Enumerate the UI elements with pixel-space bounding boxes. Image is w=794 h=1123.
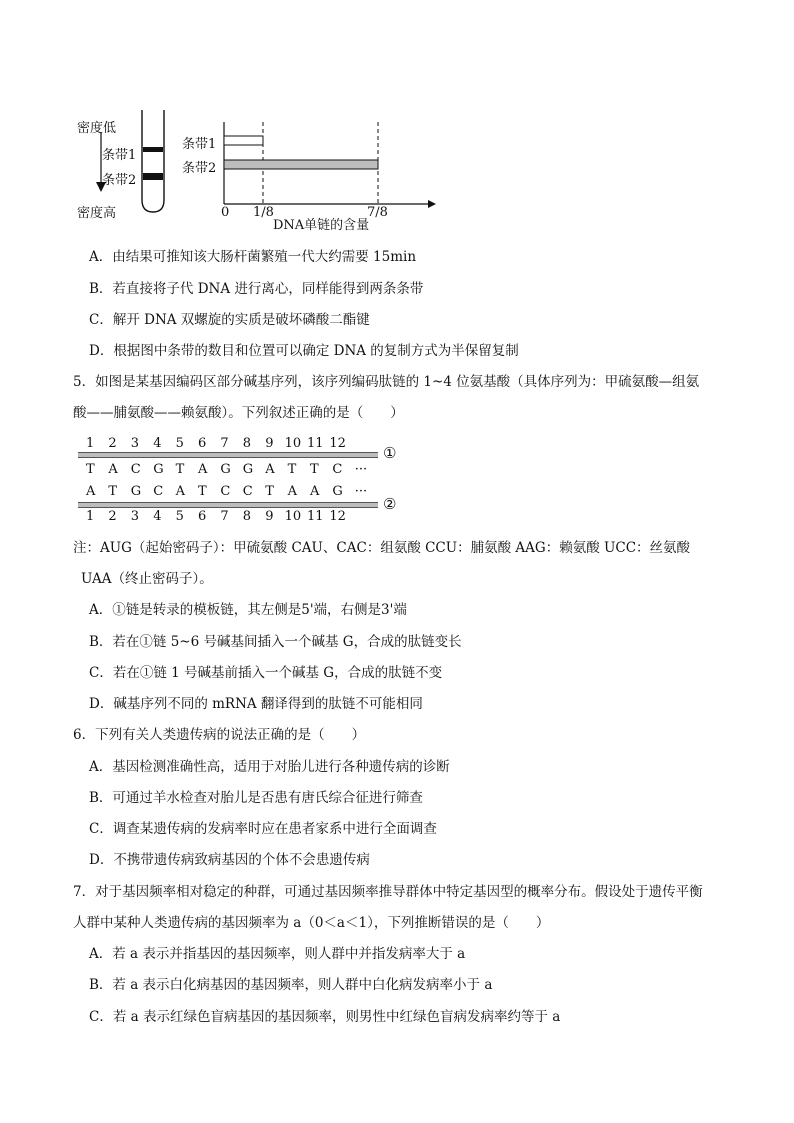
centrifuge-tube xyxy=(142,110,164,212)
position-number-top: 6 xyxy=(198,436,207,451)
strand-2-base: A xyxy=(86,484,96,499)
bar-band-2 xyxy=(224,160,378,169)
strand-2-base: C xyxy=(242,484,253,499)
q6-option-a: A．基因检测准确性高，适用于对胎儿进行各种遗传病的诊断 xyxy=(89,759,450,775)
strand-1-base: T xyxy=(175,462,185,477)
position-number-top: 9 xyxy=(265,436,274,451)
position-number-top: 8 xyxy=(242,436,252,451)
q6-option-b: B．可通过羊水检查对胎儿是否患有唐氏综合征进行筛查 xyxy=(89,790,423,806)
strand-2-base: T xyxy=(198,484,207,499)
q5-option-d: D．碱基序列不同的 mRNA 翻译得到的肽链不可能相同 xyxy=(89,696,423,712)
strand-2-base: A xyxy=(287,484,297,499)
q5-option-a: A．①链是转录的模板链，其左侧是5'端，右侧是3'端 xyxy=(89,602,407,618)
label-chart-band-1: 条带1 xyxy=(182,137,217,152)
q5-stem-line-2: 酸——脯氨酸——赖氨酸）。下列叙述正确的是（ ） xyxy=(73,405,404,421)
q6-option-c: C．调查某遗传病的发病率时应在患者家系中进行全面调查 xyxy=(89,821,437,837)
label-tube-band-1: 条带1 xyxy=(102,148,137,163)
label-high-density: 密度高 xyxy=(77,206,117,221)
tube-band-2 xyxy=(143,173,163,180)
position-number-bottom: 2 xyxy=(108,509,117,524)
strand-1-base: G xyxy=(220,462,231,477)
position-number-bottom: 5 xyxy=(175,509,184,524)
position-number-top: 10 xyxy=(284,436,302,451)
strand-1-base: C xyxy=(332,462,343,477)
tick-0: 0 xyxy=(221,205,230,220)
q6-stem: 6．下列有关人类遗传病的说法正确的是（ ） xyxy=(73,727,366,743)
position-number-top: 3 xyxy=(130,436,140,451)
density-gradient-figure xyxy=(60,100,460,240)
strand-2-bar xyxy=(78,502,378,508)
position-number-top: 12 xyxy=(329,436,346,451)
position-number-bottom: 12 xyxy=(329,509,346,524)
q5-note-line-2: UAA（终止密码子）。 xyxy=(81,571,213,587)
strand-1-base: T xyxy=(287,462,297,477)
tick-7-8: 7/8 xyxy=(367,205,388,220)
position-number-bottom: 7 xyxy=(220,509,229,524)
position-number-top: 5 xyxy=(175,436,184,451)
position-number-bottom: 9 xyxy=(265,509,274,524)
strand-2-base: A xyxy=(310,484,320,499)
q4-option-d: D．根据图中条带的数目和位置可以确定 DNA 的复制方式为半保留复制 xyxy=(89,343,519,359)
position-number-top: 4 xyxy=(153,436,162,451)
strand-1-bar xyxy=(78,452,378,458)
base-sequence-figure xyxy=(70,436,410,528)
tube-band-1 xyxy=(143,147,163,152)
strand-2-base: G xyxy=(332,484,343,499)
strand-2-base: A xyxy=(175,484,185,499)
label-chart-band-2: 条带2 xyxy=(182,161,217,176)
position-number-bottom: 10 xyxy=(284,509,302,524)
q4-option-a: A．由结果可推知该大肠杆菌繁殖一代大约需要 15min xyxy=(89,249,417,265)
strand-2-base: T xyxy=(108,484,118,499)
q5-option-b: B．若在①链 5~6 号碱基间插入一个碱基 G，合成的肽链变长 xyxy=(89,634,462,650)
q4-option-c: C．解开 DNA 双螺旋的实质是破坏磷酸二酯键 xyxy=(89,312,370,328)
strand-1-base: A xyxy=(198,462,208,477)
q5-note-line-1: 注：AUG（起始密码子）：甲硫氨酸 CAU、CAC：组氨酸 CCU：脯氨酸 AAG：赖氨酸 UCC：丝氨酸 xyxy=(73,540,691,556)
bar-band-1 xyxy=(224,136,263,145)
position-number-top: 7 xyxy=(220,436,229,451)
position-number-top: 1 xyxy=(86,436,95,451)
q5-option-c: C．若在①链 1 号碱基前插入一个碱基 G，合成的肽链不变 xyxy=(89,665,443,681)
q7-stem-line-1: 7．对于基因频率相对稳定的种群，可通过基因频率推导群体中特定基因型的概率分布。假设处于遗传平衡 xyxy=(73,884,703,900)
q7-option-b: B．若 a 表示白化病基因的基因频率，则人群中白化病发病率小于 a xyxy=(89,977,493,993)
q7-option-c: C．若 a 表示红绿色盲病基因的基因频率，则男性中红绿色盲病发病率约等于 a xyxy=(89,1009,561,1025)
strand-2-base: C xyxy=(153,484,164,499)
q7-option-a: A．若 a 表示并指基因的基因频率，则人群中并指发病率大于 a xyxy=(89,946,466,962)
x-axis-arrow xyxy=(428,200,436,208)
strand-1-base: A xyxy=(265,462,275,477)
q5-stem-line-1: 5．如图是某基因编码区部分碱基序列，该序列编码肽链的 1~4 位氨基酸（具体序列为：甲硫氨酸—组氨 xyxy=(73,374,700,390)
strand-1-base: ··· xyxy=(354,462,368,477)
q6-option-d: D．不携带遗传病致病基因的个体不会患遗传病 xyxy=(89,852,370,868)
strand-2-base: T xyxy=(265,484,274,499)
tick-1-8: 1/8 xyxy=(253,205,274,220)
strand-1-mark: ① xyxy=(383,444,397,462)
position-number-bottom: 1 xyxy=(86,509,95,524)
position-number-bottom: 3 xyxy=(130,509,140,524)
strand-1-base: G xyxy=(242,462,254,477)
strand-1-base: A xyxy=(108,462,118,477)
position-number-bottom: 4 xyxy=(153,509,162,524)
position-number-bottom: 6 xyxy=(198,509,207,524)
label-low-density: 密度低 xyxy=(77,121,117,136)
x-axis-title: DNA单链的含量 xyxy=(273,218,370,233)
strand-1-base: C xyxy=(130,462,141,477)
position-number-top: 2 xyxy=(108,436,117,451)
strand-2-base: C xyxy=(220,484,231,499)
strand-2-mark: ② xyxy=(383,495,397,513)
strand-1-base: G xyxy=(153,462,164,477)
strand-2-base: ··· xyxy=(354,484,368,499)
strand-1-base: T xyxy=(86,462,95,477)
q7-stem-line-2: 人群中某种人类遗传病的基因频率为 a（0＜a＜1），下列推断错误的是（ ） xyxy=(73,915,550,931)
position-number-top: 11 xyxy=(307,436,324,451)
q4-option-b: B．若直接将子代 DNA 进行离心，同样能得到两条条带 xyxy=(89,281,424,297)
position-number-bottom: 11 xyxy=(307,509,324,524)
position-number-bottom: 8 xyxy=(242,509,252,524)
strand-1-base: T xyxy=(310,462,319,477)
label-tube-band-2: 条带2 xyxy=(102,173,137,188)
strand-2-base: G xyxy=(130,484,142,499)
